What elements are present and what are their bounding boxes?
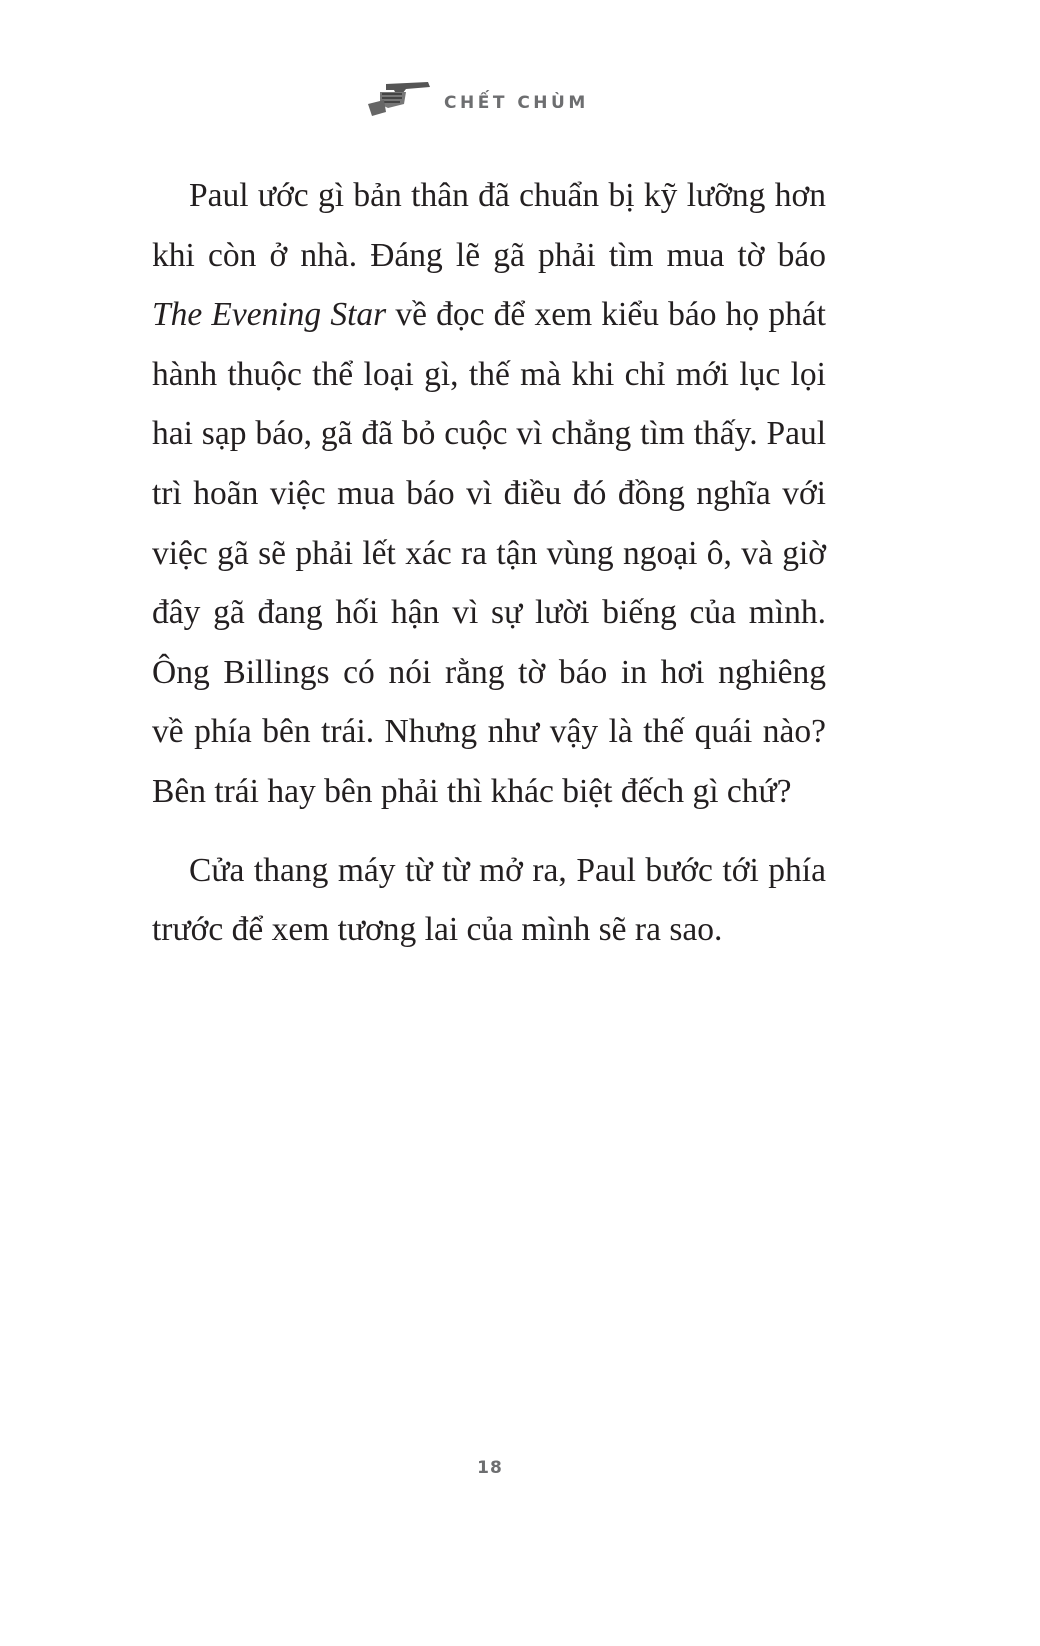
text-line: Ông Billings có nói rằng tờ báo in hơi nghiêng xyxy=(152,653,826,691)
text-line: việc gã sẽ phải lết xác ra tận vùng ngoại ô, và giờ xyxy=(152,534,826,572)
revolver-in-hand-icon xyxy=(366,78,432,118)
text-line: trì hoãn việc mua báo vì điều đó đồng nghĩa với xyxy=(152,474,826,512)
text-line: trước để xem tương lai của mình sẽ ra sao. xyxy=(152,911,723,949)
text-line: về phía bên trái. Nhưng như vậy là thế quái nào? xyxy=(152,713,826,751)
page-number: 18 xyxy=(477,1458,503,1478)
text-line xyxy=(152,285,826,345)
text-line: Bên trái hay bên phải thì khác biệt đếch gì chứ? xyxy=(152,772,792,810)
running-title: CHẾT CHÙM xyxy=(444,93,589,113)
body-text xyxy=(152,166,826,979)
text-line: hành thuộc thể loại gì, thế mà khi chỉ mới lục lọi xyxy=(152,355,826,393)
paragraph-1 xyxy=(152,166,826,822)
running-header xyxy=(366,78,589,118)
paragraph-2 xyxy=(152,841,826,960)
text-line: Cửa thang máy từ từ mở ra, Paul bước tới phía xyxy=(189,851,826,889)
text-line: khi còn ở nhà. Đáng lẽ gã phải tìm mua tờ báo xyxy=(152,236,826,274)
text-line: hai sạp báo, gã đã bỏ cuộc vì chẳng tìm thấy. Paul xyxy=(152,415,826,453)
book-title-italic: The Evening Star xyxy=(152,296,387,334)
text-fragment: về đọc để xem kiểu báo họ phát xyxy=(386,296,826,334)
text-line: Paul ước gì bản thân đã chuẩn bị kỹ lưỡng hơn xyxy=(189,177,826,214)
text-line: đây gã đang hối hận vì sự lười biếng của mình. xyxy=(152,594,826,632)
